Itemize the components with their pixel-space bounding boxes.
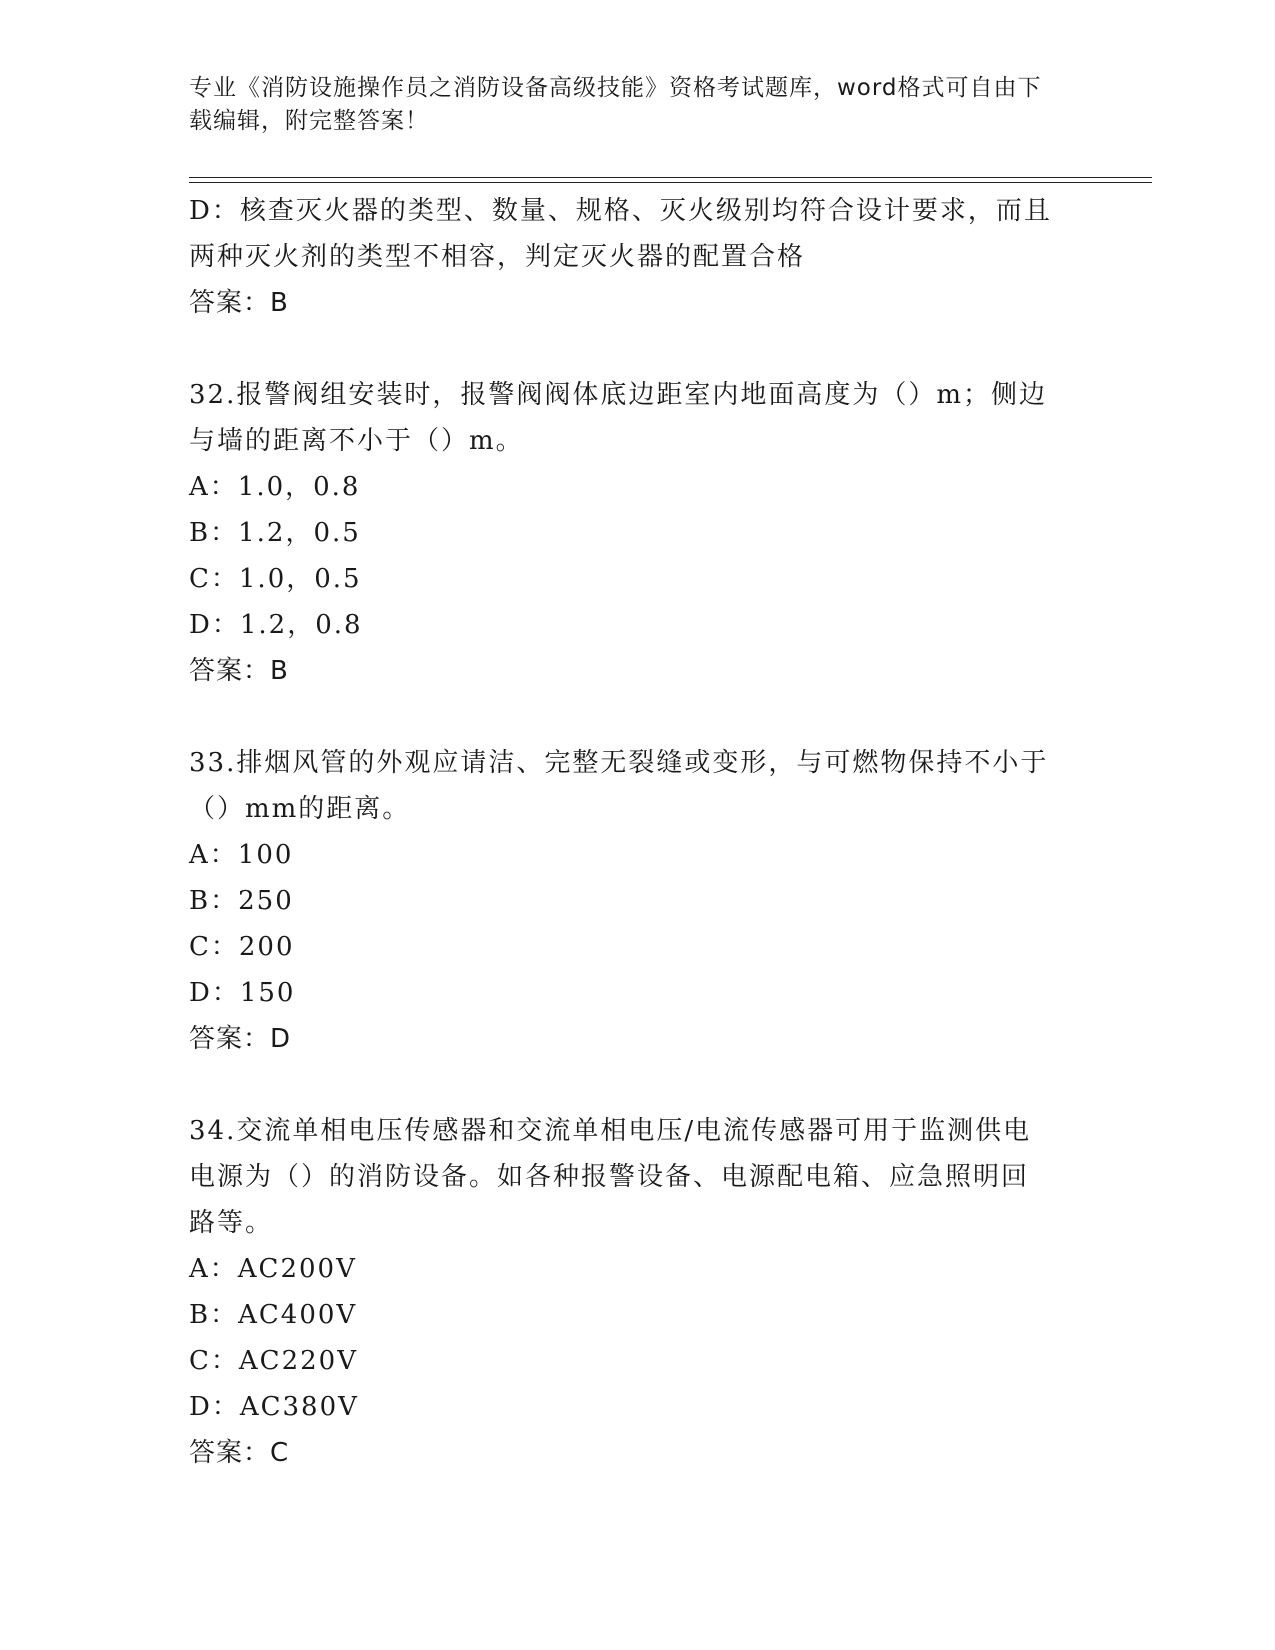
option-d: D：核查灭火器的类型、数量、规格、灭火级别均符合设计要求，而且 [189,196,1052,226]
option-b: B：AC400V [189,1300,358,1330]
option-b: B：250 [189,886,294,916]
spacer [189,326,1089,372]
header-line: 专业《消防设施操作员之消防设备高级技能》资格考试题库，word格式可自由下 [189,75,1042,101]
question-stem: 33.排烟风管的外观应请洁、完整无裂缝或变形，与可燃物保持不小于 [189,748,1049,778]
question-33 [189,740,1089,1062]
option-d: D：150 [189,978,296,1008]
question-stem: 34.交流单相电压传感器和交流单相电压/电流传感器可用于监测供电 [189,1116,1032,1146]
option-c: C：1.0，0.5 [189,564,362,594]
question-stem: 路等。 [189,1208,274,1238]
option-a: A：1.0，0.8 [189,472,361,502]
option-d: D：1.2，0.8 [189,610,363,640]
answer-line: 答案：B [189,656,289,686]
previous-question-tail [189,188,1089,326]
question-32 [189,372,1089,694]
option-c: C：200 [189,932,295,962]
spacer [189,694,1089,740]
option-d: D：AC380V [189,1392,359,1422]
answer-line: 答案：B [189,288,289,318]
answer-line: 答案：D [189,1024,292,1054]
question-stem: 与墙的距离不小于（）m。 [189,426,524,456]
header-line: 载编辑，附完整答案！ [189,108,429,134]
question-stem: 32.报警阀组安装时，报警阀阀体底边距室内地面高度为（）m；侧边 [189,380,1048,410]
question-stem: （）mm的距离。 [189,794,411,824]
question-list [189,188,1089,1476]
header-divider-top [189,177,1152,178]
option-a: A：AC200V [189,1254,357,1284]
document-header [189,72,1089,138]
option-d-continued: 两种灭火剂的类型不相容，判定灭火器的配置合格 [189,242,806,272]
header-divider-bottom [189,182,1152,183]
spacer [189,1062,1089,1108]
question-34 [189,1108,1089,1476]
option-b: B：1.2，0.5 [189,518,361,548]
question-stem: 电源为（）的消防设备。如各种报警设备、电源配电箱、应急照明回 [189,1162,1030,1192]
option-c: C：AC220V [189,1346,358,1376]
answer-line: 答案：C [189,1438,290,1468]
option-a: A：100 [189,840,294,870]
